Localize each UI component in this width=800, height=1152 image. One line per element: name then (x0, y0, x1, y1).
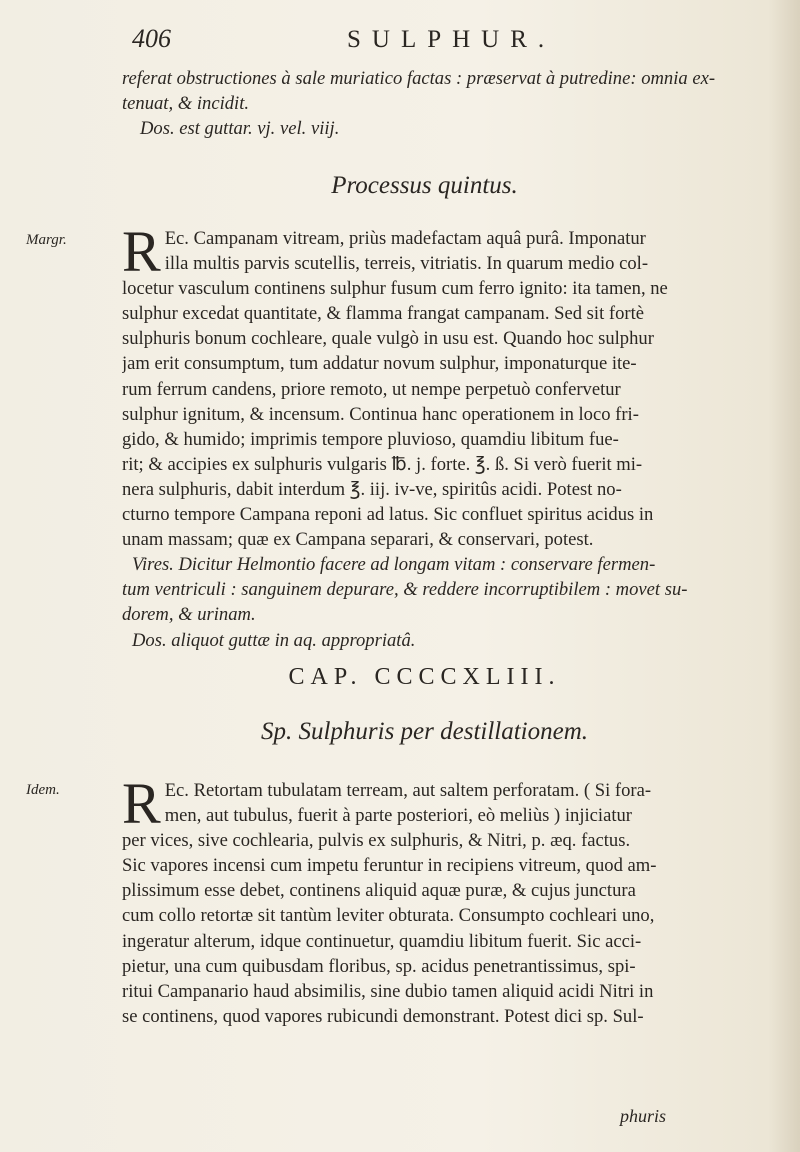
section-heading: Processus quintus. (331, 172, 518, 199)
vires-line: dorem, & urinam. (122, 604, 256, 626)
vires-line: Vires. Dicitur Helmontio facere ad longam vitam : conservare fermen- (132, 554, 656, 576)
catchword: phuris (620, 1106, 667, 1126)
drop-cap: R (122, 771, 161, 836)
drop-cap: R (122, 219, 161, 284)
text-line: jam erit consumptum, tum addatur novum sulphur, imponaturque ite- (122, 353, 637, 375)
sp-paragraph (122, 771, 727, 1029)
dose-line: Dos. aliquot guttæ in aq. appropriatâ. (132, 629, 416, 651)
text-line: rit; & accipies ex sulphuris vulgaris ℔. j. forte. ℥. ß. Si verò fuerit mi- (122, 453, 643, 475)
dose-line: Dos. est guttar. vj. vel. viij. (140, 118, 340, 140)
running-head: SULPHUR. (347, 26, 556, 53)
text-line: sulphur excedat quantitate, & flamma frangat campanam. Sed sit fortè (122, 303, 644, 325)
margin-note-idem: Idem. (26, 782, 60, 798)
text-line: se continens, quod vapores rubicundi demonstrant. Potest dici sp. Sul- (122, 1005, 644, 1027)
text-line: rum ferrum candens, priore remoto, ut nempe perpetuò confervetur (122, 378, 621, 400)
margin-note-margr: Margr. (26, 232, 67, 248)
processus-paragraph (122, 219, 727, 653)
text-line: per vices, sive cochlearia, pulvis ex sulphuris, & Nitri, p. æq. factus. (122, 830, 631, 852)
text-line: illa multis parvis scutellis, terreis, vitriatis. In quarum medio col- (164, 253, 649, 275)
text-line: unam massam; quæ ex Campana separari, & conservari, potest. (122, 529, 594, 551)
text-line: pietur, una cum quibusdam floribus, sp. acidus penetrantissimus, spi- (122, 955, 636, 977)
text-line: Ec. Retortam tubulatam terream, aut saltem perforatam. ( Si fora- (164, 780, 652, 801)
text-line: gido, & humido; imprimis tempore pluvioso, quamdiu libitum fue- (122, 428, 619, 450)
text-line: cum collo retortæ sit tantùm leviter obturata. Consumpto cochleari uno, (122, 905, 655, 927)
text-line: nera sulphuris, dabit interdum ℥. iij. iv-ve, spiritûs acidi. Potest no- (122, 478, 622, 500)
text-line: referat obstructiones à sale muriatico factas : præservat à putredine: omnia ex- (122, 68, 716, 89)
text-line: ritui Campanario haud absimilis, sine dubio tamen aliquid acidi Nitri in (122, 980, 654, 1002)
intro-paragraph (122, 66, 727, 141)
text-line: cturno tempore Campana reponi ad latus. Sic confluet spiritus acidus in (122, 504, 654, 526)
vires-line: tum ventriculi : sanguinem depurare, & reddere incorruptibilem : movet su- (122, 579, 688, 601)
text-line: sulphuris bonum cochleare, quale vulgò in usu est. Quando hoc sulphur (122, 328, 654, 350)
page-header (122, 18, 682, 58)
page-number: 406 (132, 24, 171, 53)
text-line: locetur vasculum continens sulphur fusum cum ferro ignito: ita tamen, ne (122, 278, 668, 300)
text-line: plissimum esse debet, continens aliquid aquæ puræ, & cujus junctura (122, 880, 636, 902)
recipe-heading: Sp. Sulphuris per destillationem. (260, 718, 589, 745)
text-line: men, aut tubulus, fuerit à parte posteriori, eò meliùs ) injiciatur (164, 805, 632, 827)
text-line: tenuat, & incidit. (122, 93, 250, 115)
text-line: sulphur ignitum, & incensum. Continua hanc operationem in loco fri- (122, 403, 639, 425)
text-line: ingeratur alterum, idque continuetur, quamdiu libitum fuerit. Sic acci- (122, 930, 642, 952)
text-line: Ec. Campanam vitream, priùs madefactam aquâ purâ. Imponatur (164, 228, 646, 249)
chapter-heading: CAP. CCCCXLIII. (288, 664, 561, 690)
text-line: Sic vapores incensi cum impetu feruntur in recipiens vitreum, quod am- (122, 855, 657, 877)
